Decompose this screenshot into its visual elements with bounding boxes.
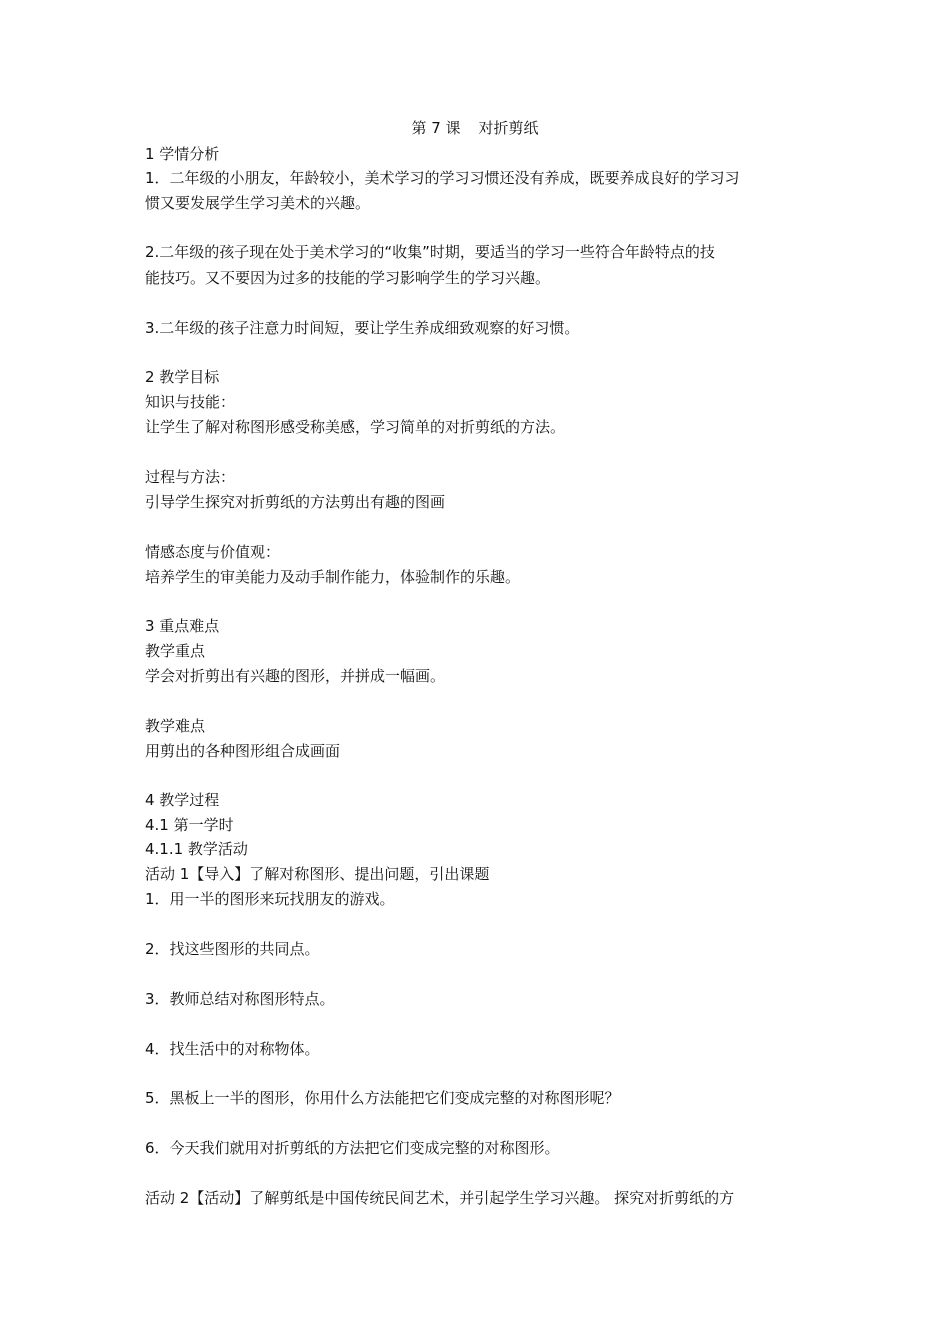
subheading: 知识与技能： xyxy=(145,393,236,411)
paragraph-line: 能技巧。又不要因为过多的技能的学习影响学生的学习兴趣。 xyxy=(145,269,551,287)
subheading: 教学难点 xyxy=(145,717,206,735)
list-item: 1．用一半的图形来玩找朋友的游戏。 xyxy=(145,890,395,908)
section-heading-key-points: 3 重点难点 xyxy=(145,617,220,635)
paragraph-line: 惯又要发展学生学习美术的兴趣。 xyxy=(145,194,371,212)
paragraph-line: 引导学生探究对折剪纸的方法剪出有趣的图画 xyxy=(145,493,446,511)
paragraph-line: 1．二年级的小朋友，年龄较小，美术学习的学习习惯还没有养成，既要养成良好的学习习 xyxy=(145,169,740,187)
lesson-number: 第 7 课 xyxy=(411,119,461,137)
paragraph-line: 让学生了解对称图形感受称美感，学习简单的对折剪纸的方法。 xyxy=(145,418,566,436)
activity-heading: 活动 2【活动】了解剪纸是中国传统民间艺术，并引起学生学习兴趣。 探究对折剪纸的方 xyxy=(145,1189,735,1207)
paragraph-line: 培养学生的审美能力及动手制作能力，体验制作的乐趣。 xyxy=(145,568,521,586)
paragraph-line: 学会对折剪出有兴趣的图形，并拼成一幅画。 xyxy=(145,667,446,685)
list-item: 6．今天我们就用对折剪纸的方法把它们变成完整的对称图形。 xyxy=(145,1139,560,1157)
section-heading-goals: 2 教学目标 xyxy=(145,368,220,386)
subheading: 过程与方法： xyxy=(145,468,236,486)
list-item: 4．找生活中的对称物体。 xyxy=(145,1040,320,1058)
paragraph-line: 2.二年级的孩子现在处于美术学习的“收集”时期，要适当的学习一些符合年龄特点的技 xyxy=(145,243,715,261)
subheading: 4.1 第一学时 xyxy=(145,816,234,834)
subheading: 4.1.1 教学活动 xyxy=(145,840,248,858)
lesson-name: 对折剪纸 xyxy=(478,119,539,137)
section-heading-analysis: 1 学情分析 xyxy=(145,145,220,163)
activity-heading: 活动 1【导入】了解对称图形、提出问题，引出课题 xyxy=(145,865,490,883)
paragraph-line: 用剪出的各种图形组合成画面 xyxy=(145,742,341,760)
paragraph-line: 3.二年级的孩子注意力时间短，要让学生养成细致观察的好习惯。 xyxy=(145,319,580,337)
subheading: 情感态度与价值观： xyxy=(145,543,281,561)
section-heading-process: 4 教学过程 xyxy=(145,791,220,809)
list-item: 3．教师总结对称图形特点。 xyxy=(145,990,335,1008)
list-item: 5．黑板上一半的图形，你用什么方法能把它们变成完整的对称图形呢？ xyxy=(145,1089,620,1107)
subheading: 教学重点 xyxy=(145,642,206,660)
list-item: 2．找这些图形的共同点。 xyxy=(145,940,320,958)
lesson-title xyxy=(0,117,950,139)
